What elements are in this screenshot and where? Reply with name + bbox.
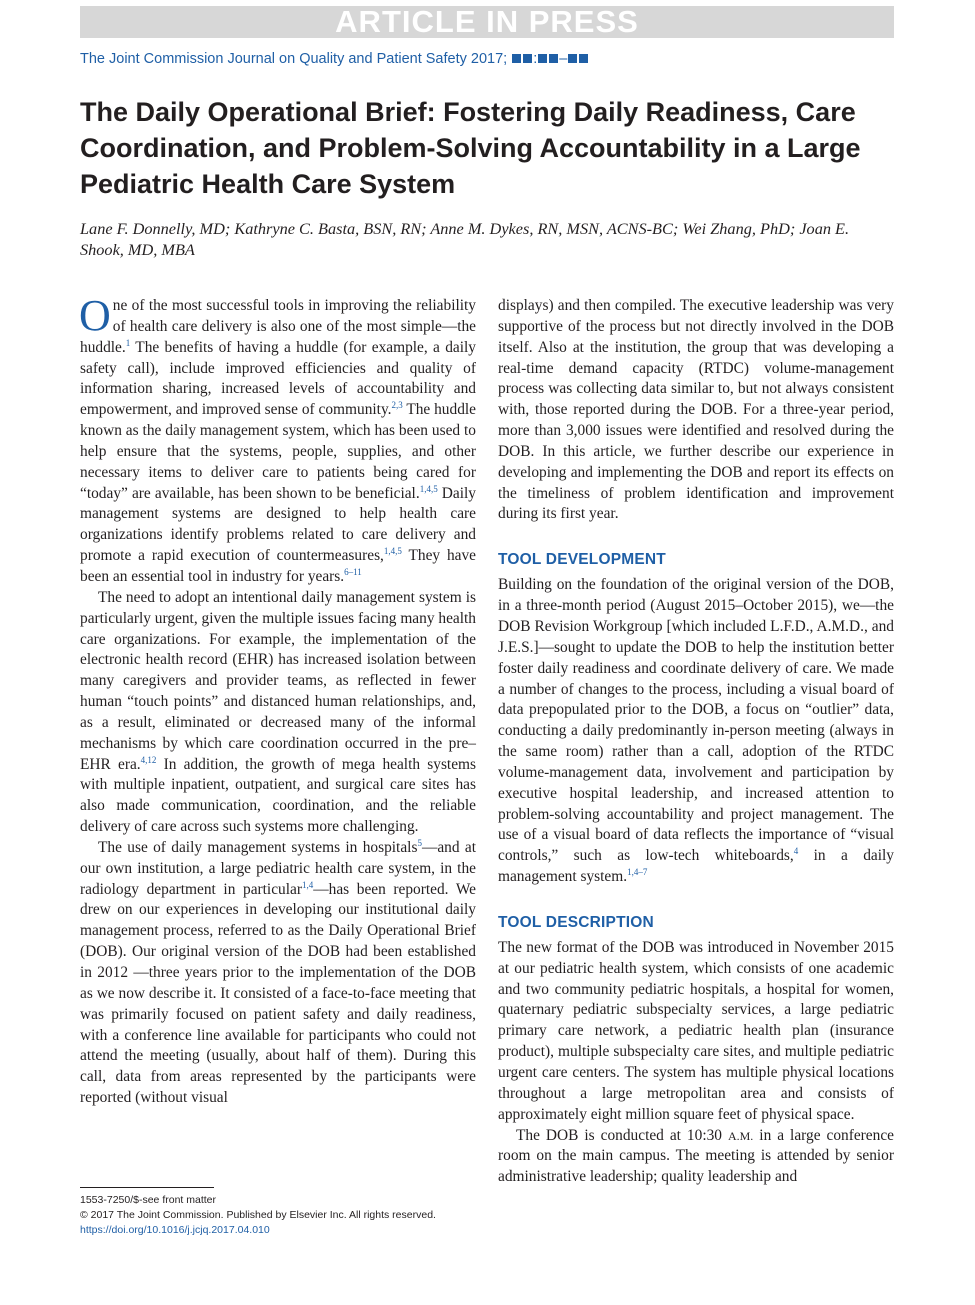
reference-link[interactable]: 5 xyxy=(417,837,422,848)
paragraph-tool-description: The new format of the DOB was introduced in November 2015 at our pediatric health system, which consists of one academic and two community pediatric hospitals, a hospital for women, quaternary pediatric subspecialty services, a large pediatric primary care network, a pediatric health plan (insurance product), multiple subspecialty care sites, and multiple pediatric urgent care centers. The system has multiple physical locations throughout a large metropolitan area and consists of approximately eight million square feet of physical space. xyxy=(498,938,894,1123)
author-list: Lane F. Donnelly, MD; Kathryne C. Basta, BSN, RN; Anne M. Dykes, RN, MSN, ACNS-BC; Wei Zhang, PhD; Joan E. Shook, MD, MBA xyxy=(80,219,850,259)
paragraph-dob-meeting: The DOB is conducted at 10:30 A.M. in a large conference room on the main campus. The meeting is attended by senior administrative leadership; quality leadership and xyxy=(498,1126,894,1186)
issue-placeholder-icon xyxy=(537,51,559,67)
article-in-press-banner: ARTICLE IN PRESS xyxy=(80,6,894,38)
journal-name: The Joint Commission Journal on Quality and Patient Safety 2017; xyxy=(80,51,508,67)
paragraph-tool-development: Building on the foundation of the original version of the DOB, in a three-month period (August 2015–October 2015), we—the DOB Revision Workgroup [which included L.F.D., A.M.D., and J.E.S.]—sought to update the DOB to help the institution better foster daily readiness and coordinate delivery of care. We made a number of changes to the process, including a visual board of data prepopulated prior to the DOB, a focus on “outlier” data, conducting a daily predominantly in-person meeting (always in the same room) rather than a call, adoption of the RTDC volume-management data, involvement and participation by executive hospital leadership, and increased attention to problem-solving accountability and project management. The use of a visual board of data reflects the importance of “visual controls,” such as low-tech whiteboards,$^4$ in a daily management system.$^{1,4-7}$ xyxy=(498,576,894,886)
reference-link[interactable]: 2,3 xyxy=(391,400,403,411)
citation-dash: – xyxy=(559,51,568,67)
reference-link[interactable]: 4,12 xyxy=(140,754,157,765)
left-column xyxy=(79,291,477,1109)
reference-link[interactable]: 1,4,5 xyxy=(419,483,438,494)
paragraph-continued: displays) and then compiled. The executive leadership was very supportive of the process but not directly involved in the DOB itself. Also at the institution, the group that was developing a real-time demand capacity (RTDC) volume-management process was collecting data similar to, but not always consistent with, those reported during the DOB. For a three-year period, more than 3,000 issues were identified and resolved during the DOB. In this article, we further describe our experience in developing and implementing the DOB and report its effects on the timeliness of problem identification and improvement during its first year. xyxy=(498,297,894,523)
issn-line: 1553-7250/$-see front matter xyxy=(80,1194,216,1206)
reference-link[interactable]: 1,4–7 xyxy=(627,866,648,877)
footer-notes xyxy=(80,1193,500,1238)
paragraph-need: The need to adopt an intentional daily management system is particularly urgent, given the multiple issues facing many health care organizations. For example, the implementation of the electronic health record (EHR) has increased isolation between many caregivers and provider teams, as reflected in fewer human “touch points” and distanced human relationships, and, as a result, eliminated or decreased many of the informal mechanisms by which care coordination occurred in the pre–EHR era.$^{4,12}$ In addition, the growth of mega health systems with multiple inpatient, outpatient, and surgical care sites has also made communication, coordination, and the reliable delivery of care across such systems more challenging. xyxy=(80,588,476,836)
paragraph-intro: One of the most successful tools in improving the reliability of health care delivery is also one of the most simple—the huddle.$^1$ The benefits of having a huddle (for example, a daily safety call), include improved efficiencies and quality of information sharing, increased levels of accountability and empowerment, and improved sense of community.$^{2,3}$ The huddle known as the daily management system, which has been used to help ensure that the systems, people, supplies, and other necessary items to deliver care to patients being cared for “today” are available, has been shown to be beneficial.$^{1,4,5}$ Daily management systems are designed to help health care organizations identify problems related to care delivery and promote a rapid execution of countermeasures,$^{1,4,5}$ They have been an essential tool in industry for years.$^{6-11}$ xyxy=(79,291,477,585)
section-heading-tool-development: TOOL DEVELOPMENT xyxy=(498,551,666,569)
reference-link[interactable]: 1,4 xyxy=(301,879,314,890)
reference-link[interactable]: 6–11 xyxy=(344,566,362,577)
article-title: The Daily Operational Brief: Fostering Daily Readiness, Care Coordination, and Problem-Solving Accountability in a Large Pediatric Health Care System xyxy=(80,97,861,199)
paragraph-daily-management: The use of daily management systems in hospitals$^5$—and at our own institution, a large pediatric health care system, in the radiology department in particular$^{1,4}$—has been reported. We drew on our experiences in developing our institutional daily management process, referred to as the Daily Operational Brief (DOB). Our original version of the DOB had been established in 2012 —three years prior to the implementation of the DOB as we now describe it. It consisted of a face-to-face meeting that was primarily focused on patient safety and daily readiness, with a conference line available for participants who could not attend the meeting (usually, about half of them). During this call, data from areas represented by the participants were reported (without visual xyxy=(80,837,476,1107)
reference-link[interactable]: 1,4,5 xyxy=(383,546,402,556)
reference-link[interactable]: 4 xyxy=(793,846,799,857)
drop-cap: O xyxy=(79,291,111,340)
citation-colon: : xyxy=(533,51,538,67)
doi-link[interactable]: https://doi.org/10.1016/j.jcjq.2017.04.010 xyxy=(80,1224,270,1236)
reference-link[interactable]: 1 xyxy=(125,337,131,348)
copyright-line: © 2017 The Joint Commission. Published by Elsevier Inc. All rights reserved. xyxy=(80,1209,436,1221)
footnote-divider xyxy=(80,1187,214,1188)
right-column xyxy=(498,296,894,1188)
pages-placeholder-icon xyxy=(567,51,589,67)
section-heading-tool-description: TOOL DESCRIPTION xyxy=(498,913,654,931)
volume-placeholder-icon xyxy=(511,51,533,67)
journal-citation xyxy=(80,51,894,67)
